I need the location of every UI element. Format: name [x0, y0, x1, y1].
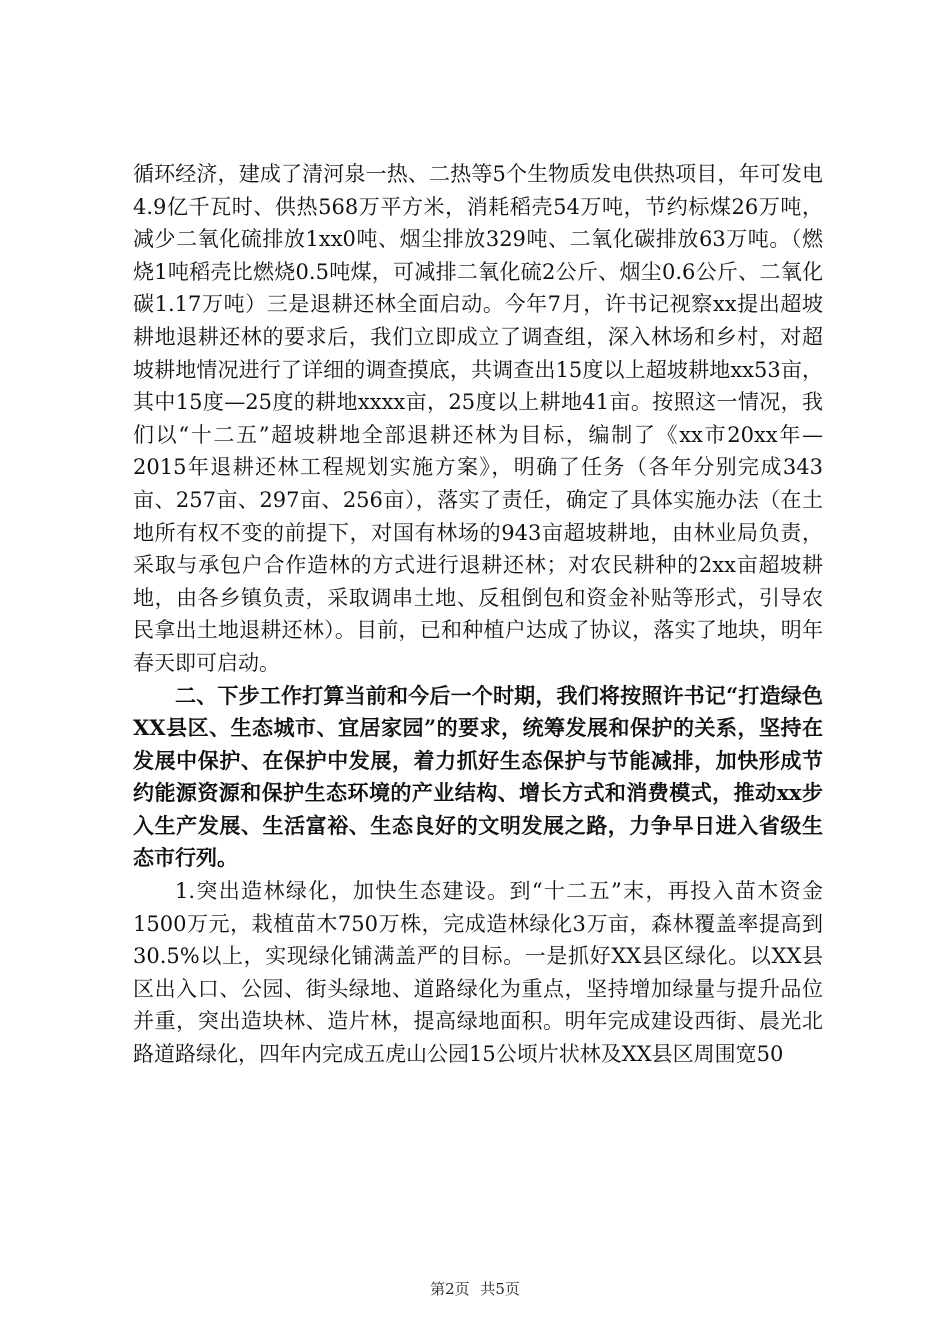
page-number: 第2页	[430, 1280, 470, 1298]
section-heading-paragraph: 二、下步工作打算当前和今后一个时期，我们将按照许书记“打造绿色XX县区、生态城市、宜居家园”的要求，统筹发展和保护的关系，坚持在发展中保护、在保护中发展，着力抓好生态保护与节能减排，加快形成节约能源资源和保护生态环境的产业结构、增长方式和消费模式，推动xx步入生产发展、生活富裕、生态良好的文明发展之路，力争早日进入省级生态市行列。	[133, 682, 823, 871]
page-footer	[0, 1278, 950, 1299]
document-body	[133, 158, 823, 1071]
paragraph-continued: 循环经济，建成了清河泉一热、二热等5个生物质发电供热项目，年可发电4.9亿千瓦时、供热568万平方米，消耗稻壳54万吨，节约标煤26万吨，减少二氧化硫排放1xx0吨、烟尘排放329吨、二氧化碳排放63万吨。（燃烧1吨稻壳比燃烧0.5吨煤，可减排二氧化硫2公斤、烟尘0.6公斤、二氧化碳1.17万吨）三是退耕还林全面启动。今年7月，许书记视察xx提出超坡耕地退耕还林的要求后，我们立即成立了调查组，深入林场和乡村，对超坡耕地情况进行了详细的调查摸底，共调查出15度以上超坡耕地xx53亩，其中15度—25度的耕地xxxx亩，25度以上耕地41亩。按照这一情况，我们以“十二五”超坡耕地全部退耕还林为目标，编制了《xx市20xx年—2015年退耕还林工程规划实施方案》，明确了任务（各年分别完成343亩、257亩、297亩、256亩），落实了责任，确定了具体实施办法（在土地所有权不变的前提下，对国有林场的943亩超坡耕地，由林业局负责，采取与承包户合作造林的方式进行退耕还林；对农民耕种的2xx亩超坡耕地，由各乡镇负责，采取调串土地、反租倒包和资金补贴等形式，引导农民拿出土地退耕还林）。目前，已和种植户达成了协议，落实了地块，明年春天即可启动。	[133, 162, 823, 675]
paragraph-afforestation: 1.突出造林绿化，加快生态建设。到“十二五”末，再投入苗木资金1500万元，栽植苗木750万株，完成造林绿化3万亩，森林覆盖率提高到30.5%以上，实现绿化铺满盖严的目标。一是抓好XX县区绿化。以XX县区出入口、公园、街头绿地、道路绿化为重点，坚持增加绿量与提升品位并重，突出造块林、造片林，提高绿地面积。明年完成建设西街、晨光北路道路绿化，四年内完成五虎山公园15公顷片状林及XX县区周围宽50	[133, 879, 823, 1067]
page-total: 共5页	[480, 1280, 520, 1298]
